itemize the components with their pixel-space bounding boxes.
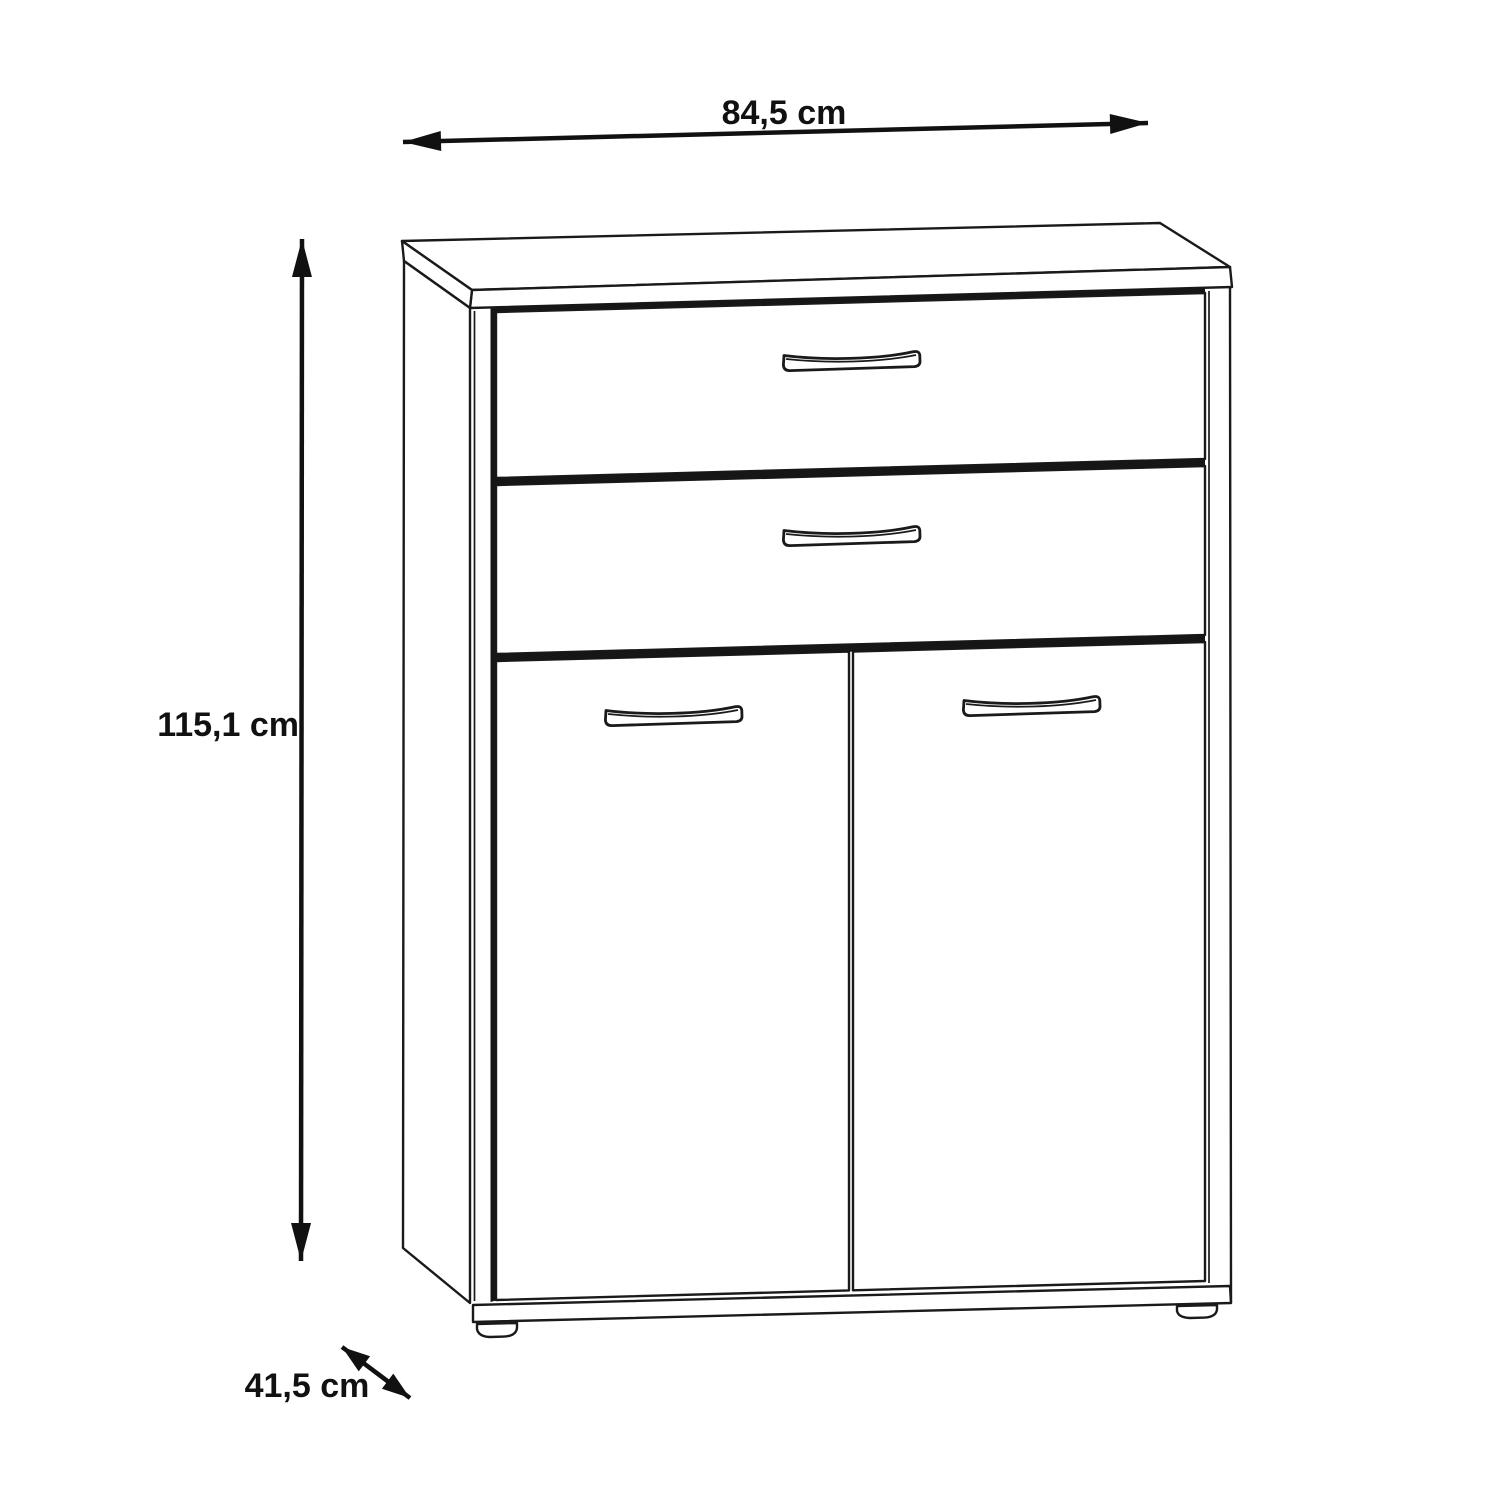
height-dimension bbox=[157, 239, 302, 1261]
gap-left-stile bbox=[491, 308, 497, 1303]
width-dimension-label: 84,5 cm bbox=[721, 94, 847, 132]
height-dimension-arrow bbox=[301, 239, 302, 1261]
cabinet-drawing bbox=[402, 223, 1232, 1337]
drawer-middle-front bbox=[496, 466, 1205, 654]
door-right bbox=[853, 642, 1205, 1290]
left-side-panel bbox=[403, 261, 475, 1303]
width-dimension bbox=[403, 94, 1148, 142]
right-side-edge bbox=[1209, 288, 1231, 1302]
height-dimension-label: 115,1 cm bbox=[157, 706, 299, 744]
drawer-top-front bbox=[496, 293, 1205, 478]
door-left bbox=[496, 652, 849, 1300]
depth-dimension-label: 41,5 cm bbox=[244, 1367, 370, 1405]
depth-dimension bbox=[245, 1347, 410, 1405]
foot-left bbox=[477, 1323, 517, 1337]
foot-right bbox=[1177, 1305, 1217, 1318]
